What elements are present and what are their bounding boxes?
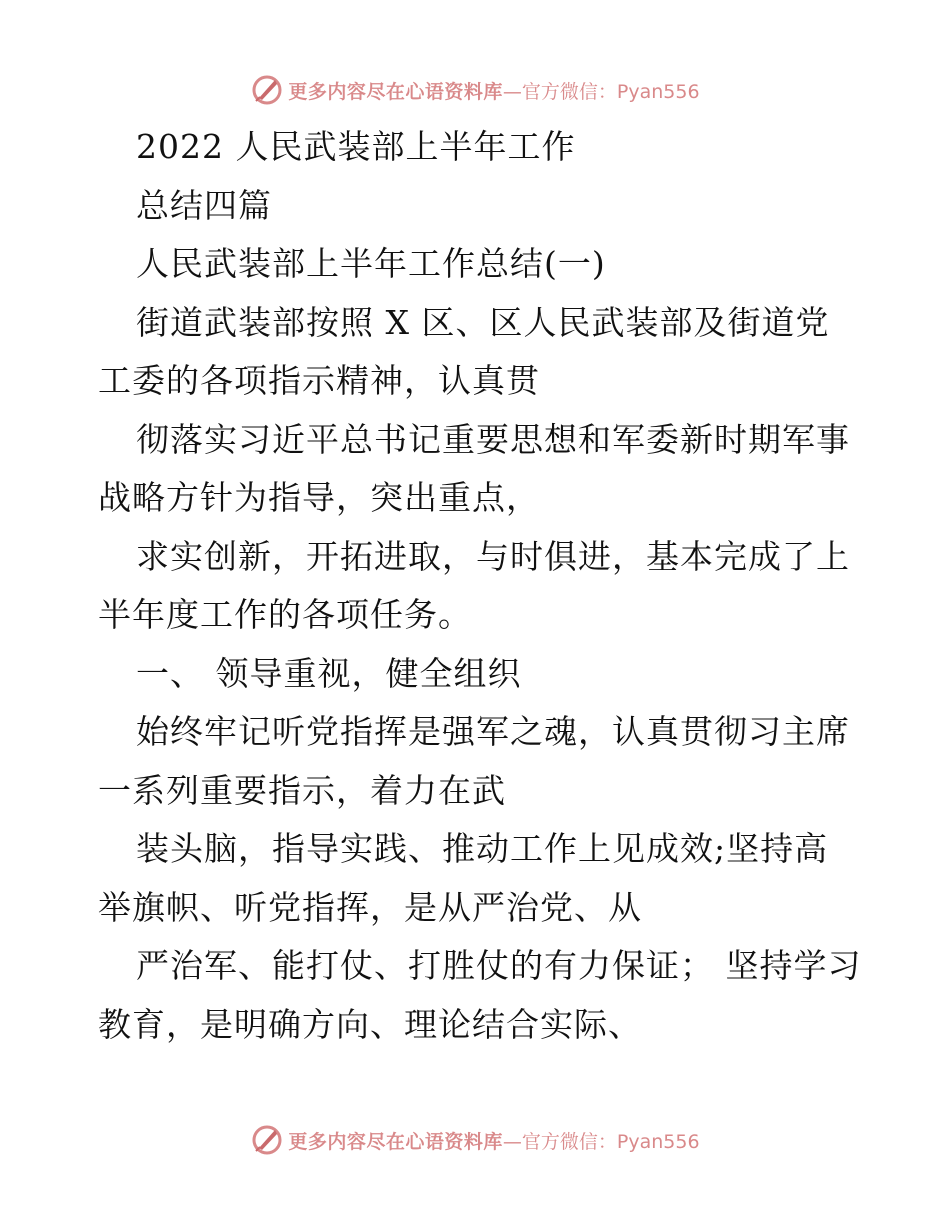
document-title-line-2: 总结四篇 bbox=[136, 185, 272, 225]
paragraph-line: 半年度工作的各项任务。 bbox=[98, 595, 472, 634]
document-body bbox=[98, 118, 862, 1054]
paragraph-line: 举旗帜、听党指挥，是从严治党、从 bbox=[98, 887, 642, 927]
watermark-brand-text: 更多内容尽在心语资料库 bbox=[288, 80, 503, 103]
paragraph-line: 始终牢记听党指挥是强军之魂，认真贯彻习主席 bbox=[136, 712, 850, 751]
quill-pen-logo-icon bbox=[250, 1123, 284, 1157]
paragraph-line: 街道武装部按照 X 区、区人民武装部及街道党 bbox=[136, 302, 830, 342]
watermark-banner-bottom bbox=[0, 1120, 950, 1160]
paragraph-line: 彻落实习近平总书记重要思想和军委新时期军事 bbox=[136, 419, 850, 459]
paragraph-line: 严治军、能打仗、打胜仗的有力保证； 坚持学习 bbox=[136, 946, 862, 985]
quill-pen-logo-icon bbox=[250, 73, 284, 107]
watermark-contact-text: —官方微信：Pyan556 bbox=[502, 1130, 700, 1153]
paragraph-line: 一系列重要指示，着力在武 bbox=[98, 770, 506, 810]
watermark-banner-top bbox=[0, 70, 950, 110]
subsection-heading: 一、 领导重视，健全组织 bbox=[136, 653, 522, 693]
paragraph-line: 工委的各项指示精神，认真贯 bbox=[98, 361, 540, 400]
watermark-contact-text: —官方微信：Pyan556 bbox=[502, 80, 700, 103]
section-heading: 人民武装部上半年工作总结(一) bbox=[136, 244, 606, 283]
paragraph-line: 战略方针为指导，突出重点， bbox=[98, 478, 540, 517]
document-title-line-1: 2022 人民武装部上半年工作 bbox=[136, 127, 576, 166]
paragraph-line: 教育，是明确方向、理论结合实际、 bbox=[98, 1004, 642, 1044]
paragraph-line: 求实创新，开拓进取，与时俱进，基本完成了上 bbox=[136, 536, 850, 576]
paragraph-line: 装头脑，指导实践、推动工作上见成效;坚持高 bbox=[136, 829, 829, 868]
watermark-brand-text: 更多内容尽在心语资料库 bbox=[288, 1130, 503, 1153]
